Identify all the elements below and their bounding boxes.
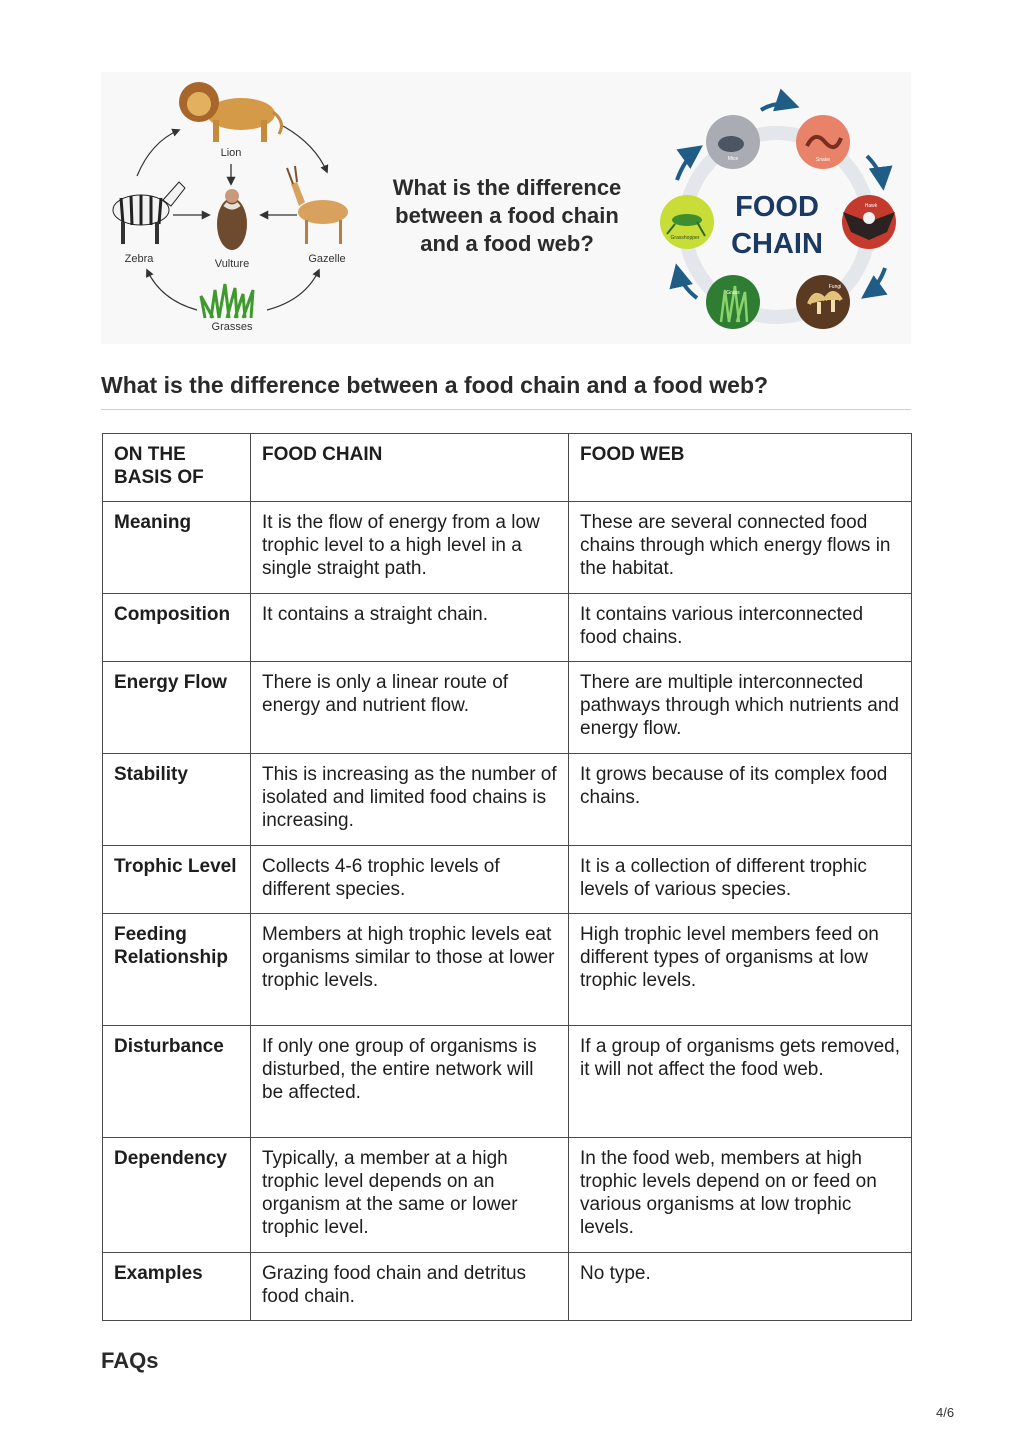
- comparison-table: [102, 433, 912, 1321]
- gazelle-label: Gazelle: [308, 253, 346, 265]
- row-food-web: It contains various interconnected food chains.: [569, 594, 912, 662]
- table-header-row: [103, 434, 912, 502]
- table-row: [103, 1253, 912, 1321]
- row-food-web: These are several connected food chains through which energy flows in the habitat.: [569, 502, 912, 594]
- grass-icon: [201, 284, 253, 318]
- row-food-web: It is a collection of different trophic levels of various species.: [569, 846, 912, 914]
- row-food-web: It grows because of its complex food chains.: [569, 754, 912, 846]
- food-chain-cycle: [660, 104, 896, 329]
- lion-icon: [179, 82, 281, 142]
- hero-banner: [101, 72, 911, 344]
- vulture-icon: [217, 189, 247, 250]
- header-food-web: FOOD WEB: [569, 434, 912, 502]
- row-basis: Composition: [103, 594, 251, 662]
- mouse-icon: [706, 115, 760, 169]
- grasshopper-label: Grasshopper: [670, 235, 700, 241]
- title-divider: [101, 409, 911, 410]
- page-number: 4/6: [936, 1405, 955, 1420]
- row-food-web: If a group of organisms gets removed, it will not affect the food web.: [569, 1026, 912, 1138]
- table-row: [103, 846, 912, 914]
- row-basis: Feeding Relationship: [103, 914, 251, 1026]
- zebra-icon: [113, 182, 185, 244]
- grasshopper-icon: [660, 195, 714, 249]
- table-row: [103, 502, 912, 594]
- hawk-icon: [842, 195, 896, 249]
- row-food-chain: This is increasing as the number of isolated and limited food chains is increasing.: [251, 754, 569, 846]
- row-food-chain: There is only a linear route of energy and nutrient flow.: [251, 662, 569, 754]
- row-basis: Energy Flow: [103, 662, 251, 754]
- banner-question-line-1: What is the difference: [392, 175, 622, 200]
- fungi-icon: [796, 275, 850, 329]
- hawk-label: Hawk: [864, 203, 878, 209]
- table-row: [103, 662, 912, 754]
- row-food-web: There are multiple interconnected pathways through which nutrients and energy flow.: [569, 662, 912, 754]
- banner-question-line-2: between a food chain: [395, 203, 619, 228]
- mice-label: Mice: [727, 156, 739, 162]
- vulture-label: Vulture: [214, 258, 250, 270]
- row-food-chain: It is the flow of energy from a low trophic level to a high level in a single straight path.: [251, 502, 569, 594]
- food-chain-title-line-1: FOOD: [735, 191, 819, 223]
- grass-label: Grass: [726, 290, 740, 296]
- row-food-chain: Grazing food chain and detritus food chain.: [251, 1253, 569, 1321]
- row-food-chain: If only one group of organisms is disturbed, the entire network will be affected.: [251, 1026, 569, 1138]
- row-basis: Examples: [103, 1253, 251, 1321]
- banner-question-line-3: and a food web?: [420, 231, 594, 256]
- zebra-label: Zebra: [124, 253, 154, 265]
- row-food-chain: It contains a straight chain.: [251, 594, 569, 662]
- row-food-web: No type.: [569, 1253, 912, 1321]
- row-basis: Stability: [103, 754, 251, 846]
- row-food-chain: Members at high trophic levels eat organisms similar to those at lower trophic levels.: [251, 914, 569, 1026]
- lion-label: Lion: [220, 147, 242, 159]
- row-food-web: In the food web, members at high trophic levels depend on or feed on various organisms at low trophic levels.: [569, 1138, 912, 1253]
- grass-chain-icon: [706, 275, 760, 329]
- row-food-web: High trophic level members feed on different types of organisms at low trophic levels.: [569, 914, 912, 1026]
- row-food-chain: Collects 4-6 trophic levels of different species.: [251, 846, 569, 914]
- row-basis: Dependency: [103, 1138, 251, 1253]
- food-web-diagram: [113, 82, 348, 333]
- snake-label: Snake: [815, 157, 831, 163]
- header-food-chain: FOOD CHAIN: [251, 434, 569, 502]
- row-basis: Meaning: [103, 502, 251, 594]
- page-title: What is the difference between a food chain and a food web?: [101, 372, 769, 398]
- table-row: [103, 1026, 912, 1138]
- row-food-chain: Typically, a member at a high trophic level depends on an organism at the same or lower trophic level.: [251, 1138, 569, 1253]
- table-row: [103, 754, 912, 846]
- grasses-label: Grasses: [211, 321, 253, 333]
- fungi-label: Fungi: [828, 284, 842, 290]
- banner-question: [393, 175, 622, 256]
- table-row: [103, 914, 912, 1026]
- food-chain-title-line-2: CHAIN: [731, 228, 823, 260]
- table-row: [103, 594, 912, 662]
- snake-icon: [796, 115, 850, 169]
- table-row: [103, 1138, 912, 1253]
- row-basis: Trophic Level: [103, 846, 251, 914]
- row-basis: Disturbance: [103, 1026, 251, 1138]
- header-basis: ON THE BASIS OF: [103, 434, 251, 502]
- faqs-heading: FAQs: [101, 1348, 159, 1373]
- gazelle-icon: [287, 166, 348, 244]
